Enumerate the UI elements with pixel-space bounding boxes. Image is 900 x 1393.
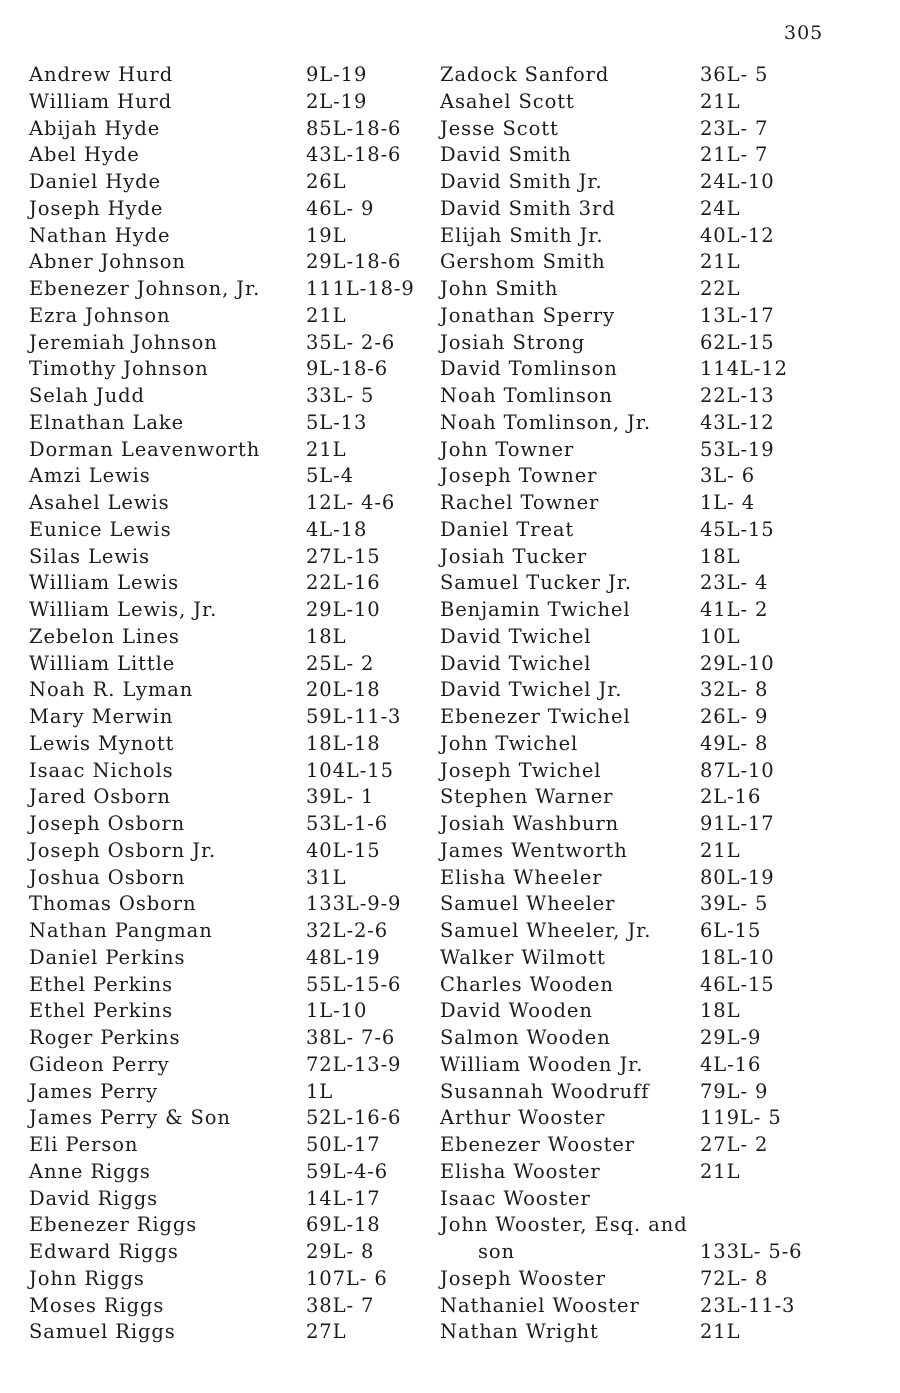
entry-name: Benjamin Twichel bbox=[440, 598, 631, 621]
left-list-entry bbox=[29, 891, 469, 918]
entry-name: Gershom Smith bbox=[440, 250, 606, 274]
entry-amount: 9L-18-6 bbox=[306, 357, 389, 381]
left-list-entry bbox=[29, 196, 469, 223]
entry-name: Samuel Wheeler, Jr. bbox=[440, 919, 652, 942]
entry-amount: 21L- 7 bbox=[700, 143, 769, 167]
entry-amount: 48L-19 bbox=[306, 945, 381, 969]
entry-name: David Twichel Jr. bbox=[440, 678, 623, 702]
left-list-entry bbox=[29, 89, 469, 116]
right-list-entry bbox=[440, 142, 880, 169]
entry-amount: 19L bbox=[306, 223, 347, 247]
entry-amount: 3L- 6 bbox=[700, 464, 756, 488]
entry-name: Andrew Hurd bbox=[29, 63, 174, 86]
right-column bbox=[440, 62, 880, 1346]
left-list-entry bbox=[29, 1266, 469, 1293]
entry-amount: 43L-12 bbox=[700, 410, 775, 434]
right-list-entry bbox=[440, 570, 880, 597]
entry-name: Anne Riggs bbox=[29, 1159, 151, 1183]
entry-name: Ebenezer Wooster bbox=[440, 1133, 635, 1156]
entry-amount: 29L-18-6 bbox=[306, 250, 402, 274]
left-list-entry bbox=[29, 169, 469, 196]
entry-name: Amzi Lewis bbox=[29, 464, 151, 488]
left-list-entry bbox=[29, 517, 469, 544]
entry-name: Zadock Sanford bbox=[440, 63, 610, 86]
right-list-entry bbox=[440, 972, 880, 999]
right-list-entry bbox=[440, 89, 880, 116]
left-list-entry bbox=[29, 1025, 469, 1052]
right-list-entry bbox=[440, 838, 880, 865]
left-list-entry bbox=[29, 624, 469, 651]
right-list-entry bbox=[440, 998, 880, 1025]
entry-amount: 119L- 5 bbox=[700, 1106, 782, 1130]
entry-name: William Hurd bbox=[29, 89, 173, 113]
left-list-entry bbox=[29, 1159, 469, 1186]
entry-name: son bbox=[478, 1240, 516, 1263]
left-list-entry bbox=[29, 356, 469, 383]
left-list-entry bbox=[29, 972, 469, 999]
entry-name: William Lewis, Jr. bbox=[29, 598, 218, 621]
right-list-entry bbox=[440, 62, 880, 89]
entry-amount: 26L- 9 bbox=[700, 705, 769, 728]
entry-name: John Twichel bbox=[440, 731, 579, 755]
left-list-entry bbox=[29, 758, 469, 785]
entry-amount: 1L- 4 bbox=[700, 491, 756, 514]
entry-name: Ebenezer Johnson, Jr. bbox=[29, 277, 261, 300]
entry-name: James Perry bbox=[29, 1079, 159, 1103]
entry-name: Noah R. Lyman bbox=[29, 678, 194, 702]
right-list-entry bbox=[440, 1052, 880, 1079]
right-list-entry bbox=[440, 544, 880, 571]
left-list-entry bbox=[29, 1319, 469, 1346]
left-list-entry bbox=[29, 463, 469, 490]
entry-name: Ethel Perkins bbox=[29, 972, 174, 996]
entry-amount: 18L-10 bbox=[700, 945, 775, 969]
left-list-entry bbox=[29, 223, 469, 250]
left-list-entry bbox=[29, 437, 469, 464]
left-list-entry bbox=[29, 570, 469, 597]
right-list-entry bbox=[440, 891, 880, 918]
entry-name: Roger Perkins bbox=[29, 1026, 181, 1049]
entry-amount: 41L- 2 bbox=[700, 598, 769, 621]
entry-name: Abijah Hyde bbox=[29, 116, 161, 140]
entry-name: David Smith 3rd bbox=[440, 196, 616, 220]
entry-name: Joshua Osborn bbox=[29, 865, 186, 889]
entry-name: Joseph Wooster bbox=[440, 1266, 606, 1290]
entry-amount: 22L bbox=[700, 277, 741, 300]
entry-amount: 62L-15 bbox=[700, 330, 775, 354]
entry-amount: 38L- 7 bbox=[306, 1293, 375, 1317]
entry-amount: 1L bbox=[306, 1079, 334, 1103]
right-list-entry bbox=[440, 1212, 880, 1239]
right-list-entry bbox=[440, 704, 880, 731]
entry-amount: 45L-15 bbox=[700, 517, 775, 541]
left-list-entry bbox=[29, 811, 469, 838]
entry-name: John Wooster, Esq. and bbox=[440, 1213, 688, 1237]
entry-name: Ethel Perkins bbox=[29, 999, 174, 1023]
right-list-entry bbox=[440, 356, 880, 383]
entry-name: Thomas Osborn bbox=[29, 892, 197, 916]
entry-amount: 5L-4 bbox=[306, 464, 354, 488]
entry-name: David Twichel bbox=[440, 624, 592, 648]
right-list-entry bbox=[440, 597, 880, 624]
entry-amount: 114L-12 bbox=[700, 357, 788, 381]
right-list-entry bbox=[440, 784, 880, 811]
entry-amount: 18L bbox=[700, 999, 741, 1023]
right-list-entry bbox=[440, 731, 880, 758]
left-list-entry bbox=[29, 1186, 469, 1213]
right-list-entry bbox=[440, 276, 880, 303]
left-list-entry bbox=[29, 544, 469, 571]
entry-amount: 55L-15-6 bbox=[306, 972, 402, 996]
entry-name: Isaac Wooster bbox=[440, 1186, 591, 1210]
left-list-entry bbox=[29, 677, 469, 704]
entry-name: Eunice Lewis bbox=[29, 517, 172, 541]
entry-amount: 21L bbox=[700, 1159, 741, 1183]
right-list-entry bbox=[440, 517, 880, 544]
entry-amount: 40L-12 bbox=[700, 223, 775, 247]
left-list-entry bbox=[29, 1293, 469, 1320]
left-list-entry bbox=[29, 1079, 469, 1106]
entry-amount: 53L-1-6 bbox=[306, 812, 389, 835]
entry-name: David Wooden bbox=[440, 999, 593, 1023]
entry-name: Arthur Wooster bbox=[440, 1106, 606, 1130]
entry-amount: 23L-11-3 bbox=[700, 1293, 796, 1317]
entry-amount: 50L-17 bbox=[306, 1133, 381, 1156]
page-number: 305 bbox=[784, 22, 824, 44]
entry-name: Moses Riggs bbox=[29, 1293, 165, 1317]
entry-name: Jeremiah Johnson bbox=[29, 330, 218, 354]
entry-name: John Smith bbox=[440, 277, 559, 300]
entry-name: Daniel Hyde bbox=[29, 170, 161, 193]
right-list-entry bbox=[440, 677, 880, 704]
entry-amount: 91L-17 bbox=[700, 812, 775, 835]
entry-name: David Twichel bbox=[440, 651, 592, 675]
entry-name: Silas Lewis bbox=[29, 544, 150, 568]
entry-name: Rachel Towner bbox=[440, 491, 600, 514]
right-list-entry bbox=[440, 758, 880, 785]
entry-name: Salmon Wooden bbox=[440, 1026, 611, 1049]
entry-amount: 21L bbox=[306, 303, 347, 327]
entry-name: Edward Riggs bbox=[29, 1240, 179, 1263]
entry-name: Joseph Hyde bbox=[29, 196, 164, 220]
entry-amount: 6L-15 bbox=[700, 919, 762, 942]
entry-amount: 21L bbox=[700, 250, 741, 274]
entry-name: William Wooden Jr. bbox=[440, 1052, 644, 1076]
left-list-entry bbox=[29, 704, 469, 731]
entry-amount: 80L-19 bbox=[700, 865, 775, 889]
entry-name: Joseph Towner bbox=[440, 464, 598, 488]
entry-name: Samuel Riggs bbox=[29, 1320, 176, 1344]
right-list-entry bbox=[440, 624, 880, 651]
left-list-entry bbox=[29, 383, 469, 410]
right-list-entry bbox=[440, 1319, 880, 1346]
left-list-entry bbox=[29, 62, 469, 89]
entry-name: Josiah Tucker bbox=[440, 544, 588, 568]
entry-name: Asahel Lewis bbox=[29, 491, 170, 514]
entry-name: John Towner bbox=[440, 437, 575, 461]
entry-amount: 32L- 8 bbox=[700, 678, 769, 702]
entry-amount: 29L-10 bbox=[700, 651, 775, 675]
entry-name: Dorman Leavenworth bbox=[29, 437, 261, 461]
entry-name: Selah Judd bbox=[29, 384, 145, 407]
entry-amount: 14L-17 bbox=[306, 1186, 381, 1210]
entry-amount: 35L- 2-6 bbox=[306, 330, 396, 354]
entry-amount: 72L-13-9 bbox=[306, 1052, 402, 1076]
entry-name: David Smith bbox=[440, 143, 572, 167]
entry-amount: 69L-18 bbox=[306, 1213, 381, 1237]
entry-amount: 49L- 8 bbox=[700, 731, 769, 755]
right-list-entry bbox=[440, 383, 880, 410]
right-list-entry bbox=[440, 918, 880, 945]
left-list-entry bbox=[29, 490, 469, 517]
left-list-entry bbox=[29, 330, 469, 357]
right-list-entry bbox=[440, 437, 880, 464]
entry-name: John Riggs bbox=[29, 1266, 145, 1290]
entry-amount: 25L- 2 bbox=[306, 651, 375, 675]
entry-amount: 29L-9 bbox=[700, 1026, 762, 1049]
right-list-entry bbox=[440, 1105, 880, 1132]
entry-amount: 23L- 7 bbox=[700, 116, 769, 140]
entry-amount: 31L bbox=[306, 865, 347, 889]
entry-amount: 24L bbox=[700, 196, 741, 220]
entry-amount: 2L-16 bbox=[700, 785, 762, 809]
left-list-entry bbox=[29, 142, 469, 169]
entry-amount: 21L bbox=[306, 437, 347, 461]
entry-amount: 18L bbox=[700, 544, 741, 568]
entry-name: Elisha Wheeler bbox=[440, 865, 603, 889]
entry-name: Zebelon Lines bbox=[29, 624, 180, 648]
entry-name: James Perry & Son bbox=[29, 1106, 231, 1130]
left-list-entry bbox=[29, 276, 469, 303]
entry-name: Elisha Wooster bbox=[440, 1159, 601, 1183]
entry-amount: 29L- 8 bbox=[306, 1240, 375, 1263]
right-list-entry bbox=[440, 490, 880, 517]
left-list-entry bbox=[29, 597, 469, 624]
entry-amount: 27L-15 bbox=[306, 544, 381, 568]
entry-amount: 53L-19 bbox=[700, 437, 775, 461]
entry-name: Asahel Scott bbox=[440, 89, 575, 113]
entry-amount: 87L-10 bbox=[700, 758, 775, 782]
right-list-entry bbox=[440, 463, 880, 490]
right-list-entry bbox=[440, 116, 880, 143]
right-list-entry bbox=[440, 1132, 880, 1159]
entry-amount: 21L bbox=[700, 1320, 741, 1344]
entry-amount: 26L bbox=[306, 170, 347, 193]
entry-amount: 43L-18-6 bbox=[306, 143, 402, 167]
entry-name: Joseph Twichel bbox=[440, 758, 602, 782]
entry-amount: 5L-13 bbox=[306, 410, 368, 434]
right-list-entry bbox=[440, 651, 880, 678]
entry-amount: 18L bbox=[306, 624, 347, 648]
entry-amount: 39L- 5 bbox=[700, 892, 769, 916]
right-list-entry bbox=[440, 1025, 880, 1052]
entry-amount: 29L-10 bbox=[306, 598, 381, 621]
entry-amount: 27L bbox=[306, 1320, 347, 1344]
entry-amount: 21L bbox=[700, 838, 741, 862]
left-list-entry bbox=[29, 865, 469, 892]
entry-name: Ebenezer Riggs bbox=[29, 1213, 198, 1237]
entry-amount: 133L- 5-6 bbox=[700, 1240, 803, 1263]
entry-name: William Lewis bbox=[29, 571, 180, 595]
entry-name: Jared Osborn bbox=[29, 785, 171, 809]
left-list-entry bbox=[29, 1052, 469, 1079]
entry-name: Elnathan Lake bbox=[29, 410, 185, 434]
entry-name: Abner Johnson bbox=[29, 250, 186, 274]
entry-name: Stephen Warner bbox=[440, 785, 614, 809]
entry-name: Charles Wooden bbox=[440, 972, 614, 996]
entry-amount: 12L- 4-6 bbox=[306, 491, 396, 514]
entry-name: Noah Tomlinson bbox=[440, 384, 613, 407]
entry-amount: 72L- 8 bbox=[700, 1266, 769, 1290]
entry-name: Nathaniel Wooster bbox=[440, 1293, 640, 1317]
entry-amount: 111L-18-9 bbox=[306, 277, 415, 300]
entry-name: Isaac Nichols bbox=[29, 758, 174, 782]
entry-name: Ebenezer Twichel bbox=[440, 705, 631, 728]
left-list-entry bbox=[29, 116, 469, 143]
entry-amount: 21L bbox=[700, 89, 741, 113]
left-list-entry bbox=[29, 998, 469, 1025]
left-list-entry bbox=[29, 945, 469, 972]
entry-amount: 4L-18 bbox=[306, 517, 368, 541]
left-list-entry bbox=[29, 918, 469, 945]
entry-amount: 2L-19 bbox=[306, 89, 368, 113]
left-list-entry bbox=[29, 410, 469, 437]
right-list-entry bbox=[440, 249, 880, 276]
entry-amount: 27L- 2 bbox=[700, 1133, 769, 1156]
entry-amount: 107L- 6 bbox=[306, 1266, 388, 1290]
left-list-entry bbox=[29, 249, 469, 276]
right-list-entry bbox=[440, 1293, 880, 1320]
entry-name: Samuel Wheeler bbox=[440, 892, 616, 916]
entry-name: Daniel Perkins bbox=[29, 945, 186, 969]
entry-amount: 59L-11-3 bbox=[306, 705, 402, 728]
entry-name: David Tomlinson bbox=[440, 357, 618, 381]
entry-amount: 1L-10 bbox=[306, 999, 368, 1023]
entry-name: Josiah Washburn bbox=[440, 812, 620, 835]
entry-amount: 36L- 5 bbox=[700, 63, 769, 86]
entry-name: Elijah Smith Jr. bbox=[440, 223, 604, 247]
entry-amount: 22L-16 bbox=[306, 571, 381, 595]
entry-name: Eli Person bbox=[29, 1133, 139, 1156]
left-list-entry bbox=[29, 1105, 469, 1132]
right-list-entry bbox=[440, 196, 880, 223]
right-list-entry bbox=[440, 330, 880, 357]
entry-amount: 4L-16 bbox=[700, 1052, 762, 1076]
right-list-entry bbox=[440, 1266, 880, 1293]
entry-name: Gideon Perry bbox=[29, 1052, 170, 1076]
entry-amount: 104L-15 bbox=[306, 758, 394, 782]
entry-name: Mary Merwin bbox=[29, 705, 174, 728]
entry-amount: 20L-18 bbox=[306, 678, 381, 702]
left-list-entry bbox=[29, 1132, 469, 1159]
left-list-entry bbox=[29, 731, 469, 758]
left-list-entry bbox=[29, 1239, 469, 1266]
left-list-entry bbox=[29, 838, 469, 865]
entry-amount: 23L- 4 bbox=[700, 571, 769, 595]
right-list-entry bbox=[440, 1079, 880, 1106]
entry-amount: 32L-2-6 bbox=[306, 919, 389, 942]
left-list-entry bbox=[29, 651, 469, 678]
entry-name: Walker Wilmott bbox=[440, 945, 606, 969]
entry-name: David Riggs bbox=[29, 1186, 158, 1210]
entry-name: Joseph Osborn bbox=[29, 812, 186, 835]
entry-name: Susannah Woodruff bbox=[440, 1079, 650, 1103]
right-list-entry bbox=[440, 1186, 880, 1213]
left-list-entry bbox=[29, 1212, 469, 1239]
entry-amount: 24L-10 bbox=[700, 170, 775, 193]
entry-amount: 33L- 5 bbox=[306, 384, 375, 407]
entry-name: Ezra Johnson bbox=[29, 303, 171, 327]
entry-name: Abel Hyde bbox=[29, 143, 140, 167]
entry-amount: 46L-15 bbox=[700, 972, 775, 996]
entry-name: Jonathan Sperry bbox=[440, 303, 616, 327]
entry-name: Josiah Strong bbox=[440, 330, 586, 354]
entry-name: William Little bbox=[29, 651, 176, 675]
right-list-entry bbox=[440, 945, 880, 972]
right-list-entry bbox=[440, 169, 880, 196]
right-list-entry bbox=[440, 865, 880, 892]
entry-amount: 13L-17 bbox=[700, 303, 775, 327]
entry-name: Nathan Pangman bbox=[29, 919, 213, 942]
entry-amount: 133L-9-9 bbox=[306, 892, 402, 916]
entry-name: Timothy Johnson bbox=[29, 357, 209, 381]
right-list-entry bbox=[440, 410, 880, 437]
entry-amount: 22L-13 bbox=[700, 384, 775, 407]
entry-name: David Smith Jr. bbox=[440, 170, 603, 193]
entry-name: Nathan Hyde bbox=[29, 223, 171, 247]
entry-amount: 59L-4-6 bbox=[306, 1159, 389, 1183]
right-list-entry bbox=[440, 303, 880, 330]
left-list-entry bbox=[29, 784, 469, 811]
entry-name: Nathan Wright bbox=[440, 1320, 599, 1344]
entry-name: Joseph Osborn Jr. bbox=[29, 838, 217, 862]
right-list-entry bbox=[440, 1239, 880, 1266]
entry-amount: 85L-18-6 bbox=[306, 116, 402, 140]
entry-name: Noah Tomlinson, Jr. bbox=[440, 410, 651, 434]
entry-name: James Wentworth bbox=[440, 838, 628, 862]
entry-amount: 38L- 7-6 bbox=[306, 1026, 396, 1049]
entry-amount: 79L- 9 bbox=[700, 1079, 769, 1103]
right-list-entry bbox=[440, 811, 880, 838]
left-list-entry bbox=[29, 303, 469, 330]
entry-amount: 10L bbox=[700, 624, 741, 648]
entry-amount: 39L- 1 bbox=[306, 785, 375, 809]
entry-amount: 18L-18 bbox=[306, 731, 381, 755]
entry-name: Lewis Mynott bbox=[29, 731, 175, 755]
left-column bbox=[29, 62, 469, 1346]
entry-amount: 46L- 9 bbox=[306, 196, 375, 220]
entry-amount: 52L-16-6 bbox=[306, 1106, 402, 1130]
entry-name: Samuel Tucker Jr. bbox=[440, 571, 632, 595]
right-list-entry bbox=[440, 1159, 880, 1186]
entry-amount: 9L-19 bbox=[306, 63, 368, 86]
entry-name: Jesse Scott bbox=[440, 116, 559, 140]
entry-name: Daniel Treat bbox=[440, 517, 575, 541]
right-list-entry bbox=[440, 223, 880, 250]
entry-amount: 40L-15 bbox=[306, 838, 381, 862]
